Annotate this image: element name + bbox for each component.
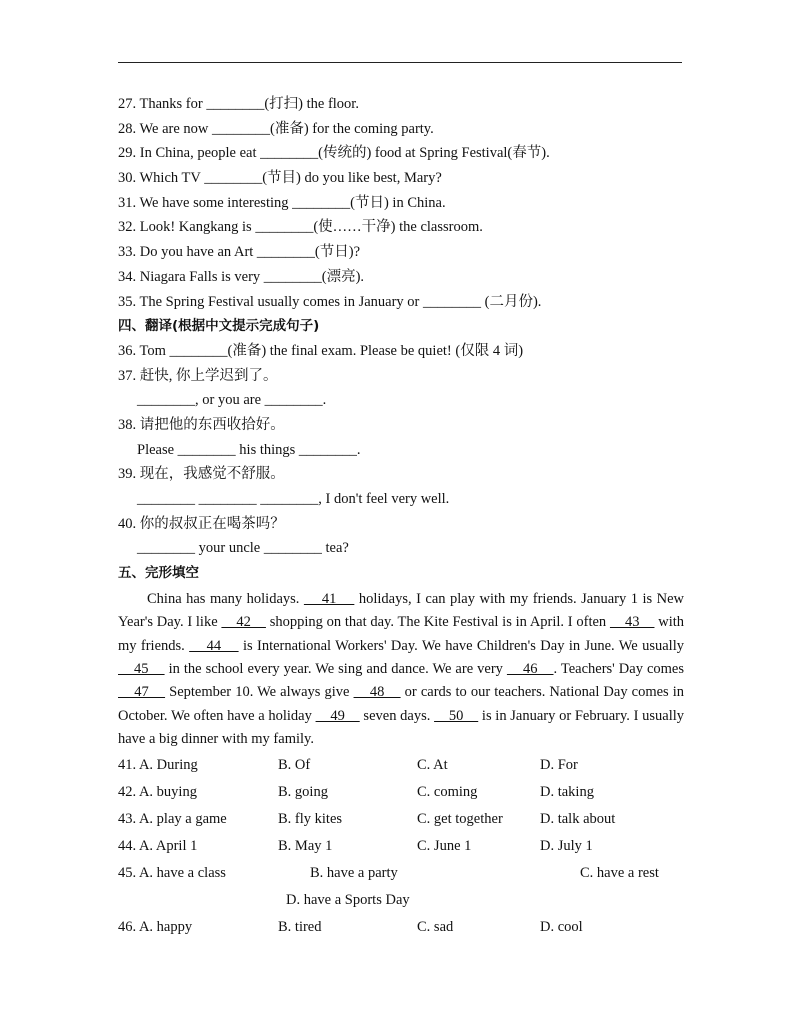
question-28: 28. We are now ________(准备) for the coming party.	[118, 120, 434, 137]
option-41-b: B. Of	[278, 756, 311, 773]
passage-text-run: is in January or February. I usually have a big dinner with my family.	[118, 707, 685, 748]
option-45-b: B. have a party	[310, 864, 398, 881]
passage-text-run: shopping on that day. The Kite Festival is in April. I often	[265, 614, 610, 631]
cloze-blank: 49	[315, 707, 360, 724]
option-42-d: D. taking	[540, 783, 594, 800]
passage-text-run: seven days.	[359, 707, 435, 724]
question-36: 36. Tom ________(准备) the final exam. Please be quiet! (仅限 4 词)	[118, 342, 524, 359]
option-44-d: D. July 1	[540, 837, 593, 854]
option-43-d: D. talk about	[540, 810, 616, 827]
passage-text-run: with my friends.	[118, 614, 685, 654]
cloze-blank: 46	[506, 660, 554, 677]
question-40-answer: ________ your uncle ________ tea?	[137, 540, 349, 557]
passage-text-run: holidays, I can play with my friends. January 1 is New Year's Day. I like	[118, 590, 685, 631]
option-41-d: D. For	[540, 756, 578, 773]
cloze-blank: 41	[303, 590, 355, 607]
options-42	[118, 779, 684, 806]
option-45-a: 45. A. have a class	[118, 864, 226, 881]
question-29: 29. In China, people eat ________(传统的) food at Spring Festival(春节).	[118, 145, 550, 162]
passage-text-run: . Teachers' Day comes	[553, 660, 685, 677]
options-45	[118, 860, 684, 887]
worksheet-content	[118, 92, 684, 941]
question-33: 33. Do you have an Art ________(节日)?	[118, 244, 361, 261]
option-41-c: C. At	[417, 756, 448, 773]
cloze-blank: 42	[221, 614, 266, 631]
cloze-blank: 50	[434, 707, 479, 724]
options-43	[118, 806, 684, 833]
question-39: 39. 现在，我感觉不舒服。	[118, 466, 285, 483]
question-34: 34. Niagara Falls is very ________(漂亮).	[118, 268, 365, 285]
options-44	[118, 833, 684, 860]
passage-text-run: China has many holidays.	[147, 590, 304, 607]
option-43-a: 43. A. play a game	[118, 810, 227, 827]
option-46-a: 46. A. happy	[118, 918, 193, 935]
section-5-heading: 五、完形填空	[118, 565, 199, 582]
passage-text-run: is International Workers' Day. We have Children's Day in June. We usually	[238, 637, 684, 654]
option-46-d: D. cool	[540, 918, 583, 935]
option-44-c: C. June 1	[417, 837, 472, 854]
option-45-c: C. have a rest	[580, 864, 659, 881]
question-30: 30. Which TV ________(节目) do you like best, Mary?	[118, 170, 442, 187]
cloze-passage-text	[118, 588, 684, 752]
passage-text-run: in the school every year. We sing and dance. We are very	[164, 660, 507, 677]
options-41	[118, 752, 684, 779]
question-38: 38. 请把他的东西收拾好。	[118, 416, 285, 433]
cloze-blank: 47	[118, 684, 166, 701]
options-46	[118, 914, 684, 941]
option-44-a: 44. A. April 1	[118, 837, 198, 854]
question-39-answer: ________ ________ ________, I don't feel very well.	[137, 491, 450, 507]
option-45-d: D. have a Sports Day	[286, 891, 410, 908]
option-44-b: B. May 1	[278, 837, 333, 854]
passage-text-run: September 10. We always give	[165, 684, 354, 701]
question-40: 40. 你的叔叔正在喝茶吗？	[118, 515, 285, 532]
cloze-passage	[118, 588, 684, 752]
question-37: 37. 赶快, 你上学迟到了。	[118, 367, 278, 384]
question-35: 35. The Spring Festival usually comes in January or ________ (二月份).	[118, 293, 542, 310]
question-38-answer: Please ________ his things ________.	[137, 441, 361, 458]
option-43-c: C. get together	[417, 810, 503, 827]
cloze-blank: 48	[353, 684, 401, 701]
option-42-b: B. going	[278, 783, 328, 800]
question-32: 32. Look! Kangkang is ________(使……干净) the classroom.	[118, 219, 483, 236]
option-42-a: 42. A. buying	[118, 783, 197, 800]
section-4-heading: 四、翻译(根据中文提示完成句子)	[118, 318, 320, 335]
header-rule	[118, 62, 682, 63]
options-45-continued	[118, 887, 684, 914]
cloze-blank: 45	[118, 660, 165, 677]
cloze-blank: 43	[609, 614, 655, 631]
question-31: 31. We have some interesting ________(节日) in China.	[118, 194, 446, 211]
option-42-c: C. coming	[417, 783, 478, 800]
cloze-options	[118, 752, 684, 941]
option-41-a: 41. A. During	[118, 756, 198, 773]
passage-text-run: or cards to our teachers. National Day comes in October. We often have a holiday	[118, 684, 685, 724]
option-46-b: B. tired	[278, 918, 322, 935]
cloze-blank: 44	[189, 637, 239, 654]
word-fill-questions	[118, 92, 684, 314]
question-37-answer: ________, or you are ________.	[137, 392, 327, 409]
question-27: 27. Thanks for ________(打扫) the floor.	[118, 96, 359, 112]
option-46-c: C. sad	[417, 918, 454, 935]
option-43-b: B. fly kites	[278, 810, 343, 827]
